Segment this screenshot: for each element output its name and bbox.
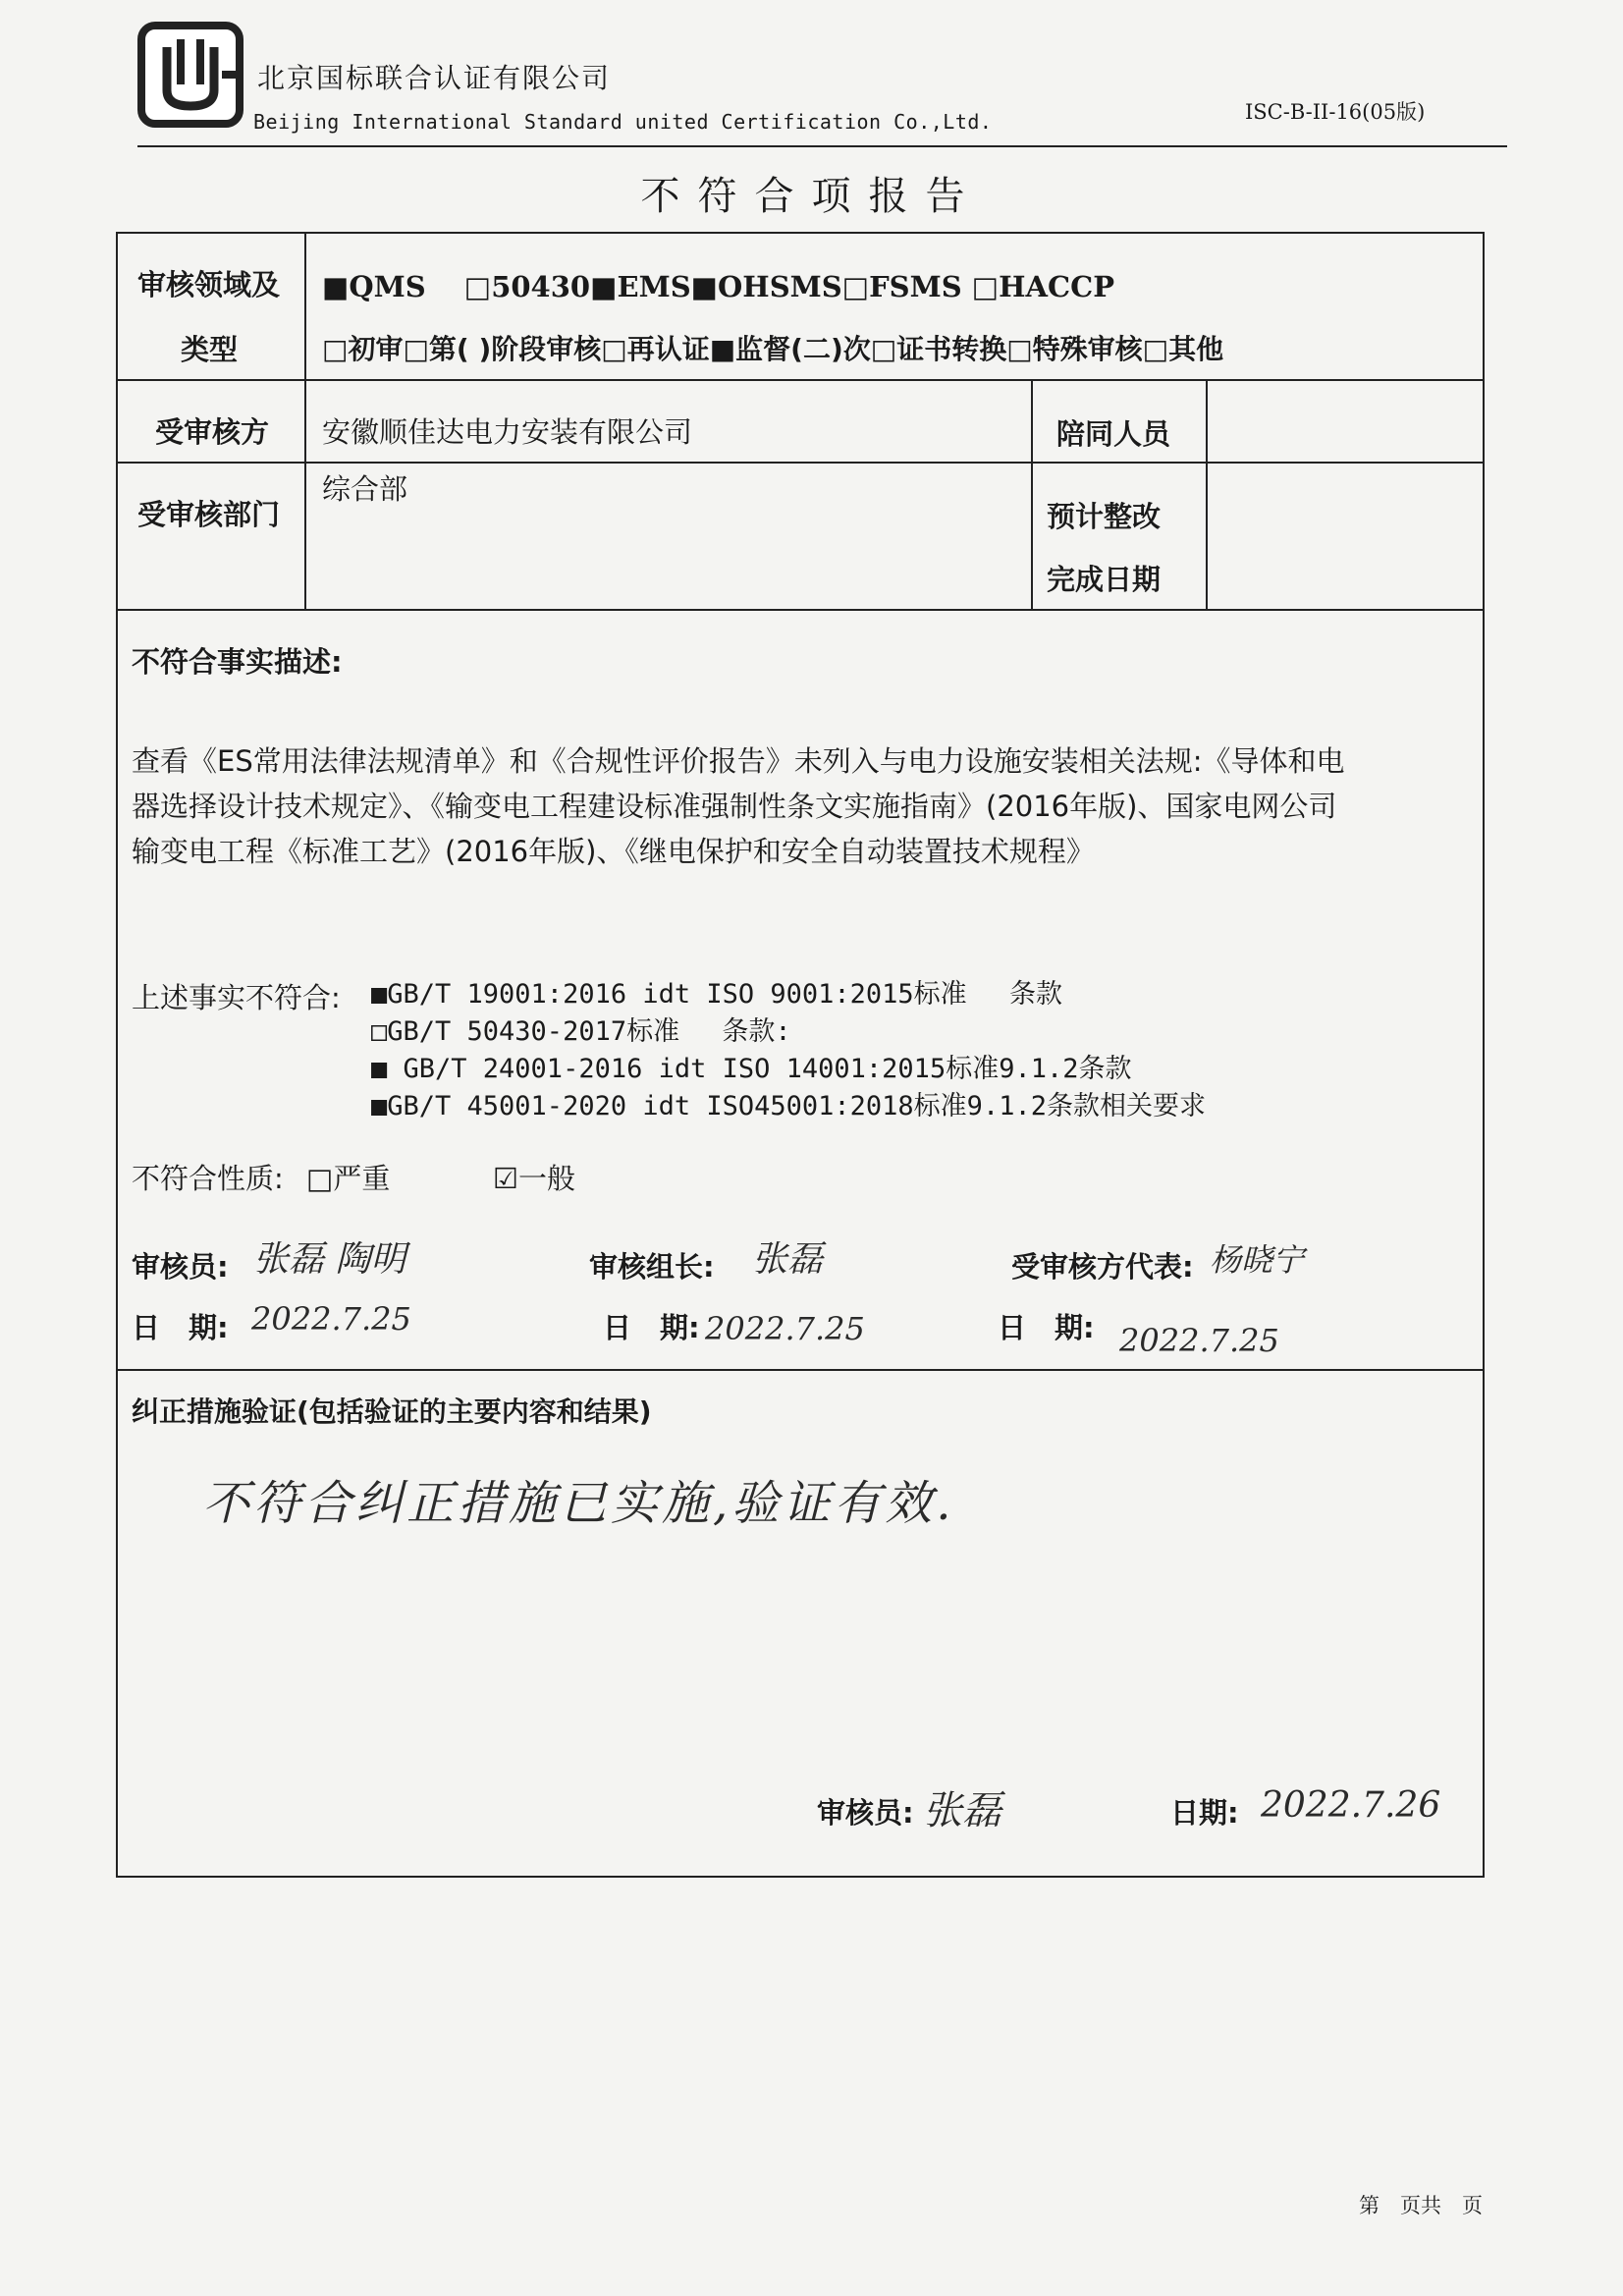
representative-date-label: 日 期: bbox=[998, 1311, 1095, 1344]
description-line: 输变电工程《标准工艺》(2016年版)、《继电保护和安全自动装置技术规程》 bbox=[132, 835, 1095, 868]
row-divider bbox=[116, 609, 1485, 611]
audit-scope-label: 审核领域及 bbox=[137, 268, 281, 301]
auditee-label: 受审核方 bbox=[155, 415, 270, 449]
header-divider bbox=[137, 145, 1507, 147]
leader-date: 2022.7.25 bbox=[705, 1310, 865, 1347]
management-systems: ■QMS □50430■EMS■OHSMS□FSMS □HACCP bbox=[322, 270, 1115, 303]
clause-item: ■GB/T 45001-2020 idt ISO45001:2018标准9.1.2条款相关要求 bbox=[371, 1091, 1206, 1121]
clause-item: ■ GB/T 24001-2016 idt ISO 14001:2015标准9.1.2条款 bbox=[371, 1054, 1132, 1084]
leader-date-label: 日 期: bbox=[603, 1311, 700, 1344]
leader-signature: 张磊 bbox=[752, 1239, 824, 1280]
nature-serious: □严重 bbox=[306, 1162, 391, 1195]
description-line: 器选择设计技术规定》、《输变电工程建设标准强制性条文实施指南》(2016年版)、国家电网公司 bbox=[132, 790, 1337, 823]
department-label: 受审核部门 bbox=[137, 498, 281, 531]
description-label: 不符合事实描述: bbox=[132, 645, 343, 679]
representative-date: 2022.7.25 bbox=[1119, 1322, 1279, 1359]
verification-date-label: 日期: bbox=[1170, 1796, 1239, 1830]
accompany-label: 陪同人员 bbox=[1056, 417, 1171, 451]
verification-label: 纠正措施验证(包括验证的主要内容和结果) bbox=[132, 1395, 652, 1428]
company-name-en: Beijing International Standard united Certification Co.,Ltd. bbox=[253, 110, 993, 134]
clause-item: ■GB/T 19001:2016 idt ISO 9001:2015标准 条款 bbox=[371, 979, 1062, 1010]
description-line: 查看《ES常用法律法规清单》和《合规性评价报告》未列入与电力设施安装相关法规:《导体和电 bbox=[132, 744, 1345, 778]
clause-list bbox=[371, 976, 1206, 1125]
representative-signature: 杨晓宁 bbox=[1210, 1241, 1305, 1279]
form-title: 不符合项报告 bbox=[640, 174, 983, 219]
auditor-label: 审核员: bbox=[132, 1250, 229, 1284]
bisc-logo-icon bbox=[137, 22, 243, 128]
nonconformity-label: 上述事实不符合: bbox=[132, 981, 341, 1014]
verification-auditor-signature: 张磊 bbox=[923, 1788, 1001, 1833]
page-number: 第 页共 页 bbox=[1359, 2194, 1483, 2217]
document-code: ISC-B-II-16(05版) bbox=[1245, 100, 1426, 124]
nature-general: ☑一般 bbox=[493, 1162, 575, 1195]
department-value: 综合部 bbox=[322, 472, 408, 506]
company-name-cn: 北京国标联合认证有限公司 bbox=[257, 62, 612, 94]
col-divider bbox=[304, 232, 306, 609]
col-divider bbox=[1206, 379, 1208, 609]
row-divider bbox=[116, 379, 1485, 381]
clause-item: □GB/T 50430-2017标准 条款: bbox=[371, 1016, 791, 1047]
verification-date: 2022.7.26 bbox=[1261, 1785, 1441, 1826]
auditor-date: 2022.7.25 bbox=[251, 1300, 411, 1338]
verification-auditor-label: 审核员: bbox=[817, 1796, 914, 1830]
row-divider bbox=[116, 1369, 1485, 1371]
nature-label: 不符合性质: bbox=[132, 1162, 284, 1195]
auditor-signature: 张磊 陶明 bbox=[253, 1239, 406, 1280]
leader-label: 审核组长: bbox=[589, 1250, 715, 1284]
verification-result: 不符合纠正措施已实施,验证有效. bbox=[202, 1476, 955, 1531]
due-date-label-2: 完成日期 bbox=[1047, 563, 1162, 596]
row-divider bbox=[116, 462, 1485, 464]
due-date-label: 预计整改 bbox=[1047, 500, 1162, 533]
audit-types: □初审□第( )阶段审核□再认证■监督(二)次□证书转换□特殊审核□其他 bbox=[322, 333, 1224, 365]
audit-scope-label-2: 类型 bbox=[181, 333, 239, 366]
representative-label: 受审核方代表: bbox=[1011, 1250, 1194, 1284]
auditor-date-label: 日 期: bbox=[132, 1311, 229, 1344]
description-text bbox=[132, 738, 1467, 874]
col-divider bbox=[1031, 379, 1033, 609]
auditee-name: 安徽顺佳达电力安装有限公司 bbox=[322, 415, 693, 449]
